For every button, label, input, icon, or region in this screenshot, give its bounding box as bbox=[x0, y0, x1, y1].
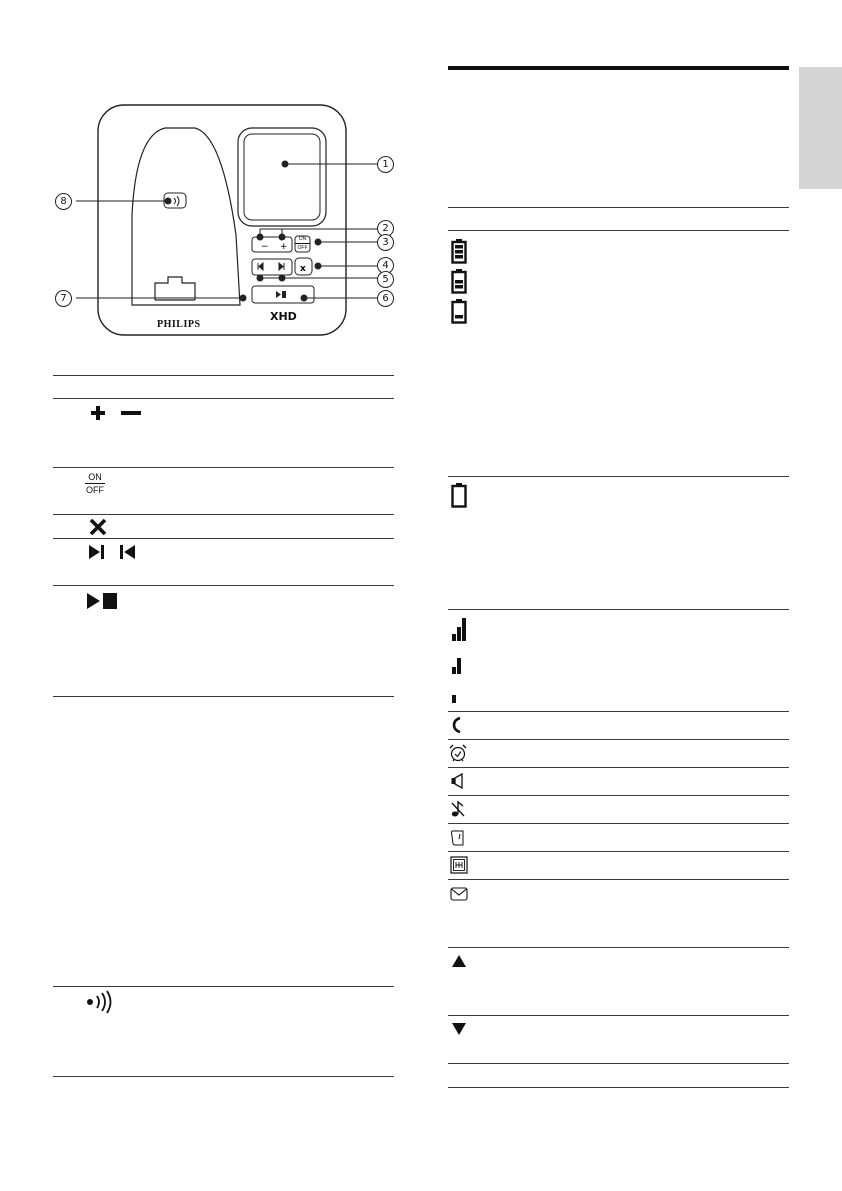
left-table-rule bbox=[53, 585, 394, 586]
base-station-drawing bbox=[50, 95, 400, 345]
message-icon bbox=[450, 886, 468, 902]
left-table-rule bbox=[53, 514, 394, 515]
right-table-rule bbox=[448, 609, 789, 610]
callout-2: 2 bbox=[377, 220, 394, 237]
svg-text:x: x bbox=[300, 264, 306, 274]
callout-8: 8 bbox=[55, 193, 72, 210]
right-table-rule bbox=[448, 851, 789, 852]
signal-medium-icon bbox=[451, 655, 463, 675]
right-table-rule bbox=[448, 207, 789, 208]
battery-low-icon bbox=[451, 298, 467, 324]
diagram-onoff-label: ON OFF bbox=[295, 236, 310, 251]
up-arrow-icon bbox=[451, 954, 467, 968]
svg-text:+: + bbox=[280, 242, 288, 252]
right-table-rule bbox=[448, 879, 789, 880]
section-heading-rule bbox=[448, 66, 789, 70]
right-table-rule bbox=[448, 230, 789, 231]
right-table-rule bbox=[448, 711, 789, 712]
down-arrow-icon bbox=[451, 1022, 467, 1036]
callout-4: 4 bbox=[377, 257, 394, 274]
skip-forward-icon bbox=[87, 543, 107, 561]
callout-1: 1 bbox=[377, 156, 394, 173]
left-table-rule bbox=[53, 398, 394, 399]
play-stop-icon bbox=[85, 591, 119, 611]
call-log-icon bbox=[450, 828, 466, 846]
on-off-icon: ON OFF bbox=[86, 472, 104, 495]
right-table-rule bbox=[448, 767, 789, 768]
right-table-rule bbox=[448, 476, 789, 477]
base-station-diagram bbox=[50, 95, 400, 345]
speaker-icon bbox=[450, 772, 466, 790]
left-table-rule bbox=[53, 696, 394, 697]
left-table-rule bbox=[53, 1076, 394, 1077]
alarm-icon bbox=[449, 743, 467, 763]
left-table-rule bbox=[53, 467, 394, 468]
left-table-rule bbox=[53, 538, 394, 539]
right-table-rule bbox=[448, 739, 789, 740]
x-icon bbox=[89, 518, 107, 536]
right-table-rule bbox=[448, 823, 789, 824]
plus-icon bbox=[90, 405, 106, 421]
left-table-rule bbox=[53, 986, 394, 987]
right-table-rule bbox=[448, 1063, 789, 1064]
signal-full-icon bbox=[451, 616, 467, 642]
signal-low-icon bbox=[451, 693, 459, 705]
callout-3: 3 bbox=[377, 234, 394, 251]
callout-5: 5 bbox=[377, 271, 394, 288]
find-handset-icon bbox=[85, 990, 115, 1014]
battery-empty-icon bbox=[451, 482, 467, 508]
language-tab bbox=[799, 67, 842, 189]
right-table-rule bbox=[448, 1015, 789, 1016]
handset-icon bbox=[451, 716, 465, 734]
skip-back-icon bbox=[118, 543, 138, 561]
battery-full-icon bbox=[451, 238, 467, 264]
left-table-rule bbox=[53, 375, 394, 376]
callout-6: 6 bbox=[377, 290, 394, 307]
ringer-off-icon bbox=[450, 800, 466, 818]
battery-medium-icon bbox=[451, 268, 467, 294]
right-table-rule bbox=[448, 947, 789, 948]
callout-7: 7 bbox=[55, 290, 72, 307]
minus-icon bbox=[120, 405, 142, 421]
svg-text:−: − bbox=[261, 242, 269, 252]
right-table-rule bbox=[448, 795, 789, 796]
brand-logo: PHILIPS bbox=[157, 319, 201, 330]
xhd-logo: XHD bbox=[270, 310, 297, 323]
phonebook-icon bbox=[450, 856, 468, 874]
right-table-rule bbox=[448, 1087, 789, 1088]
